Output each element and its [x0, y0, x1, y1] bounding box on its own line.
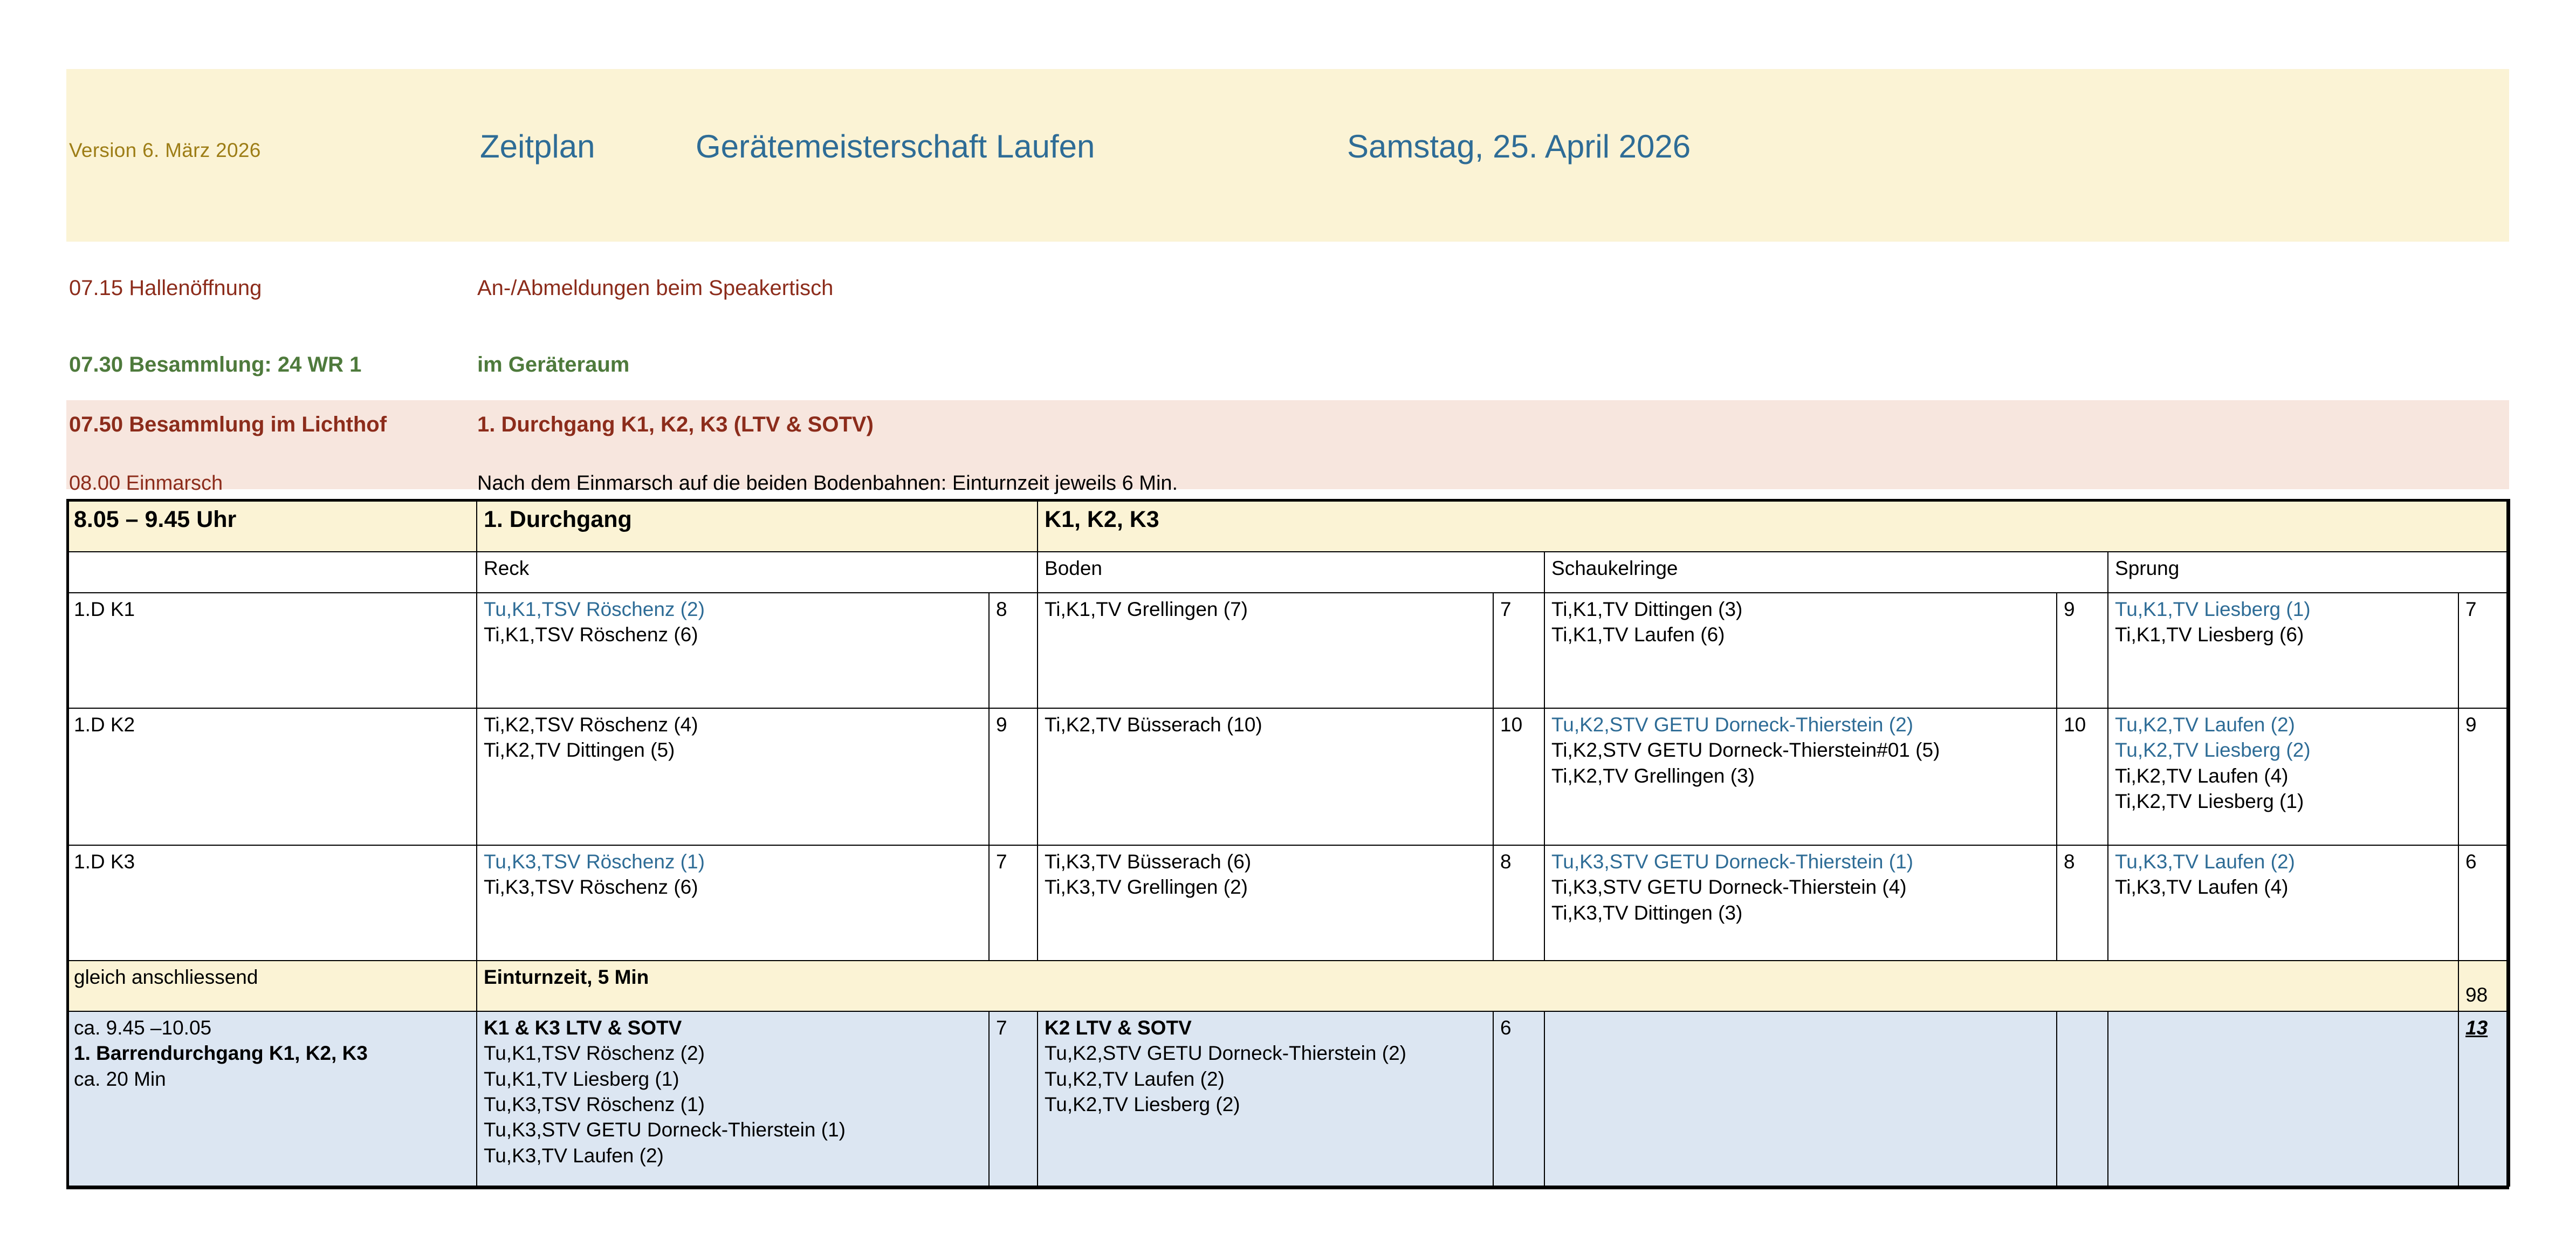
entry: Ti,K1,TV Dittingen (3): [1551, 598, 1743, 620]
apparatus-boden: Boden: [1038, 552, 1544, 593]
entry: Ti,K1,TV Liesberg (6): [2115, 624, 2304, 646]
barren-empty-3: [2108, 1011, 2458, 1186]
header-banner: [66, 69, 2509, 242]
cell-sprung: [2108, 845, 2458, 961]
count-ringe: 10: [2057, 708, 2108, 845]
title-time-cell: 8.05 – 9.45 Uhr: [67, 501, 477, 552]
einmarsch-text: Nach dem Einmarsch auf die beiden Bodenbahnen: Einturnzeit jeweils 6 Min.: [477, 472, 1178, 495]
entry: Ti,K2,TSV Röschenz (4): [484, 714, 698, 736]
entry: Tu,K2,TV Liesberg (2): [1045, 1093, 1240, 1116]
barren-col2-head: K2 LTV & SOTV: [1045, 1017, 1192, 1039]
count-reck: 7: [989, 845, 1038, 961]
apparatus-header-row: [67, 552, 2510, 593]
lichthof-text: 1. Durchgang K1, K2, K3 (LTV & SOTV): [477, 413, 874, 436]
entry: Ti,K2,TV Dittingen (5): [484, 739, 675, 762]
count-boden: 10: [1493, 708, 1544, 845]
einturnzeit-row: [67, 961, 2510, 1011]
cell-sprung: [2108, 593, 2458, 708]
count-boden: 7: [1493, 593, 1544, 708]
entry: Tu,K1,TSV Röschenz (2): [484, 598, 705, 620]
count-sprung: 6: [2458, 845, 2510, 961]
lichthof-band: [66, 400, 2509, 489]
entry: Tu,K2,TV Laufen (2): [2115, 714, 2295, 736]
barren-col1-count: 7: [989, 1011, 1038, 1186]
barren-time-line3: ca. 20 Min: [74, 1067, 166, 1090]
entry: Tu,K3,STV GETU Dorneck-Thierstein (1): [1551, 851, 1913, 873]
apparatus-sprung: Sprung: [2108, 552, 2510, 593]
barren-time-line1: ca. 9.45 –10.05: [74, 1017, 212, 1039]
einmarsch-time: 08.00 Einmarsch: [69, 472, 223, 495]
table-row: [67, 845, 2510, 961]
schedule-table-wrapper: [66, 499, 2509, 1187]
entry: Tu,K3,TSV Röschenz (1): [484, 851, 705, 873]
gathering-time: 07.30 Besammlung: 24 WR 1: [69, 353, 362, 376]
page-title: Zeitplan: [480, 128, 595, 165]
barren-col2-count: 6: [1493, 1011, 1544, 1186]
event-date: Samstag, 25. April 2026: [1347, 128, 1691, 165]
apparatus-reck: Reck: [477, 552, 1038, 593]
barren-empty-2: [2057, 1011, 2108, 1186]
table-row: [67, 593, 2510, 708]
einturnzeit-total: 98: [2458, 961, 2510, 1011]
count-boden: 8: [1493, 845, 1544, 961]
barren-col1-head: K1 & K3 LTV & SOTV: [484, 1017, 682, 1039]
row-label: 1.D K2: [67, 708, 477, 845]
entry: Ti,K1,TV Grellingen (7): [1045, 598, 1248, 620]
cell-ringe: [1544, 593, 2057, 708]
entry: Ti,K1,TV Laufen (6): [1551, 624, 1725, 646]
barren-empty-1: [1544, 1011, 2057, 1186]
entry: Tu,K1,TV Liesberg (1): [484, 1067, 679, 1090]
entry: Ti,K3,STV GETU Dorneck-Thierstein (4): [1551, 876, 1907, 899]
count-reck: 9: [989, 708, 1038, 845]
barren-col1: [477, 1011, 989, 1186]
count-sprung: 9: [2458, 708, 2510, 845]
barren-row: [67, 1011, 2510, 1186]
version-label: Version 6. März 2026: [69, 139, 261, 161]
entry: Tu,K3,TV Laufen (2): [2115, 851, 2295, 873]
hall-opening-text: An-/Abmeldungen beim Speakertisch: [477, 276, 834, 300]
entry: Tu,K2,TV Laufen (2): [1045, 1067, 1225, 1090]
einturnzeit-text: Einturnzeit, 5 Min: [477, 961, 2458, 1011]
table-title-row: [67, 501, 2510, 552]
title-durchgang-cell: 1. Durchgang: [477, 501, 1038, 552]
gathering-text: im Geräteraum: [477, 353, 630, 376]
entry: Ti,K3,TV Büsserach (6): [1045, 851, 1252, 873]
cell-ringe: [1544, 845, 2057, 961]
entry: Ti,K2,TV Grellingen (3): [1551, 764, 1755, 787]
entry: Tu,K3,TSV Röschenz (1): [484, 1093, 705, 1116]
entry: Tu,K2,TV Liesberg (2): [2115, 739, 2311, 762]
cell-reck: [477, 708, 989, 845]
barren-time-cell: [67, 1011, 477, 1186]
entry: Tu,K3,TV Laufen (2): [484, 1144, 664, 1167]
count-ringe: 9: [2057, 593, 2108, 708]
entry: Ti,K1,TSV Röschenz (6): [484, 624, 698, 646]
entry: Ti,K2,STV GETU Dorneck-Thierstein#01 (5): [1551, 739, 1940, 762]
entry: Ti,K3,TSV Röschenz (6): [484, 876, 698, 899]
schedule-table: [66, 499, 2510, 1187]
row-label: 1.D K1: [67, 593, 477, 708]
entry: Tu,K2,STV GETU Dorneck-Thierstein (2): [1045, 1042, 1406, 1065]
table-row: [67, 708, 2510, 845]
entry: Ti,K3,TV Grellingen (2): [1045, 876, 1248, 899]
entry: Tu,K1,TSV Röschenz (2): [484, 1042, 705, 1065]
einturnzeit-label: gleich anschliessend: [67, 961, 477, 1011]
barren-time-line2: 1. Barrendurchgang K1, K2, K3: [74, 1042, 368, 1065]
barren-col2: [1038, 1011, 1493, 1186]
count-ringe: 8: [2057, 845, 2108, 961]
cell-boden: [1038, 593, 1493, 708]
lichthof-time: 07.50 Besammlung im Lichthof: [69, 413, 387, 436]
event-title: Gerätemeisterschaft Laufen: [696, 128, 1095, 165]
cell-ringe: [1544, 708, 2057, 845]
entry: Tu,K3,STV GETU Dorneck-Thierstein (1): [484, 1119, 846, 1141]
entry: Tu,K2,STV GETU Dorneck-Thierstein (2): [1551, 714, 1913, 736]
entry: Ti,K2,TV Laufen (4): [2115, 764, 2289, 787]
row-label: 1.D K3: [67, 845, 477, 961]
entry: Ti,K2,TV Büsserach (10): [1045, 714, 1262, 736]
hall-opening-time: 07.15 Hallenöffnung: [69, 276, 262, 300]
entry: Ti,K3,TV Laufen (4): [2115, 876, 2289, 899]
count-reck: 8: [989, 593, 1038, 708]
count-sprung: 7: [2458, 593, 2510, 708]
cell-reck: [477, 593, 989, 708]
cell-boden: [1038, 845, 1493, 961]
title-kategorien-cell: K1, K2, K3: [1038, 501, 2510, 552]
apparatus-empty-cell: [67, 552, 477, 593]
cell-reck: [477, 845, 989, 961]
entry: Ti,K3,TV Dittingen (3): [1551, 901, 1743, 924]
apparatus-schaukelringe: Schaukelringe: [1544, 552, 2108, 593]
entry: Tu,K1,TV Liesberg (1): [2115, 598, 2311, 620]
entry: Ti,K2,TV Liesberg (1): [2115, 790, 2304, 813]
cell-sprung: [2108, 708, 2458, 845]
cell-boden: [1038, 708, 1493, 845]
barren-total: 13: [2458, 1011, 2510, 1186]
